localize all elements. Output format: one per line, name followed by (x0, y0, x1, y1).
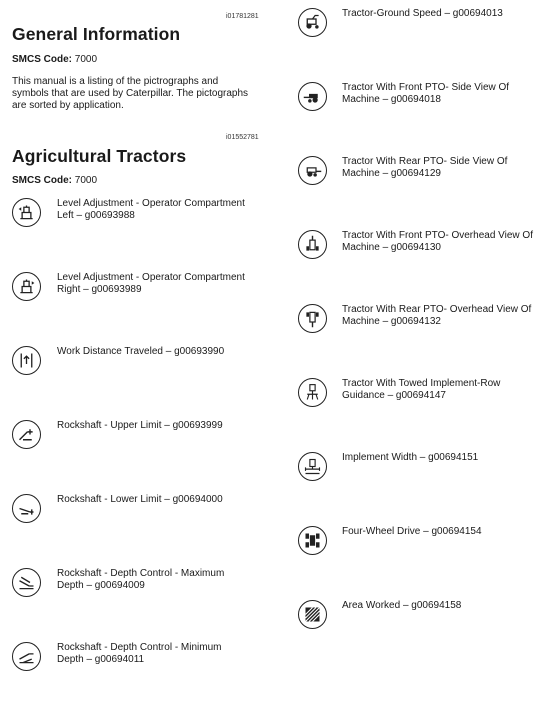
rockshaft-upper-icon (12, 420, 41, 449)
general-smcs-value: 7000 (74, 54, 98, 65)
entry-label: Level Adjustment - Operator Compartment Left – g00693988 (57, 198, 245, 221)
agri-smcs-label: SMCS Code: (12, 175, 72, 186)
entry-label: Tractor With Rear PTO- Side View Of Machine – g00694129 (342, 156, 508, 179)
list-item (298, 600, 461, 629)
entry-label: Rockshaft - Depth Control - Minimum Depth – g00694011 (57, 642, 222, 665)
list-item (12, 346, 224, 375)
general-smcs-label: SMCS Code: (12, 54, 72, 65)
list-item (12, 272, 245, 301)
entry-label: Implement Width – g00694151 (342, 452, 479, 463)
list-item (298, 230, 533, 259)
general-title: General Information (12, 24, 181, 44)
towed-implement-icon (298, 378, 327, 407)
list-item (298, 304, 531, 333)
entry-label: Level Adjustment - Operator Compartment Right – g00693989 (57, 272, 245, 295)
general-ref-id: i01781281 (226, 13, 259, 20)
entry-label: Tractor With Front PTO- Side View Of Machine – g00694018 (342, 82, 510, 105)
level-adjust-right-icon (12, 272, 41, 301)
list-item (12, 420, 223, 449)
agri-smcs-value: 7000 (74, 175, 98, 186)
entry-label: Tractor-Ground Speed – g00694013 (342, 8, 503, 19)
list-item (12, 494, 223, 523)
list-item (298, 156, 507, 185)
list-item (298, 8, 503, 37)
list-item (298, 82, 509, 111)
agri-title: Agricultural Tractors (12, 146, 187, 166)
work-distance-icon (12, 346, 41, 375)
area-worked-icon (298, 600, 327, 629)
agri-ref-id: i01552781 (226, 134, 259, 141)
agri-smcs (12, 175, 97, 186)
general-smcs (12, 54, 97, 65)
rockshaft-lower-icon (12, 494, 41, 523)
entry-label: Rockshaft - Upper Limit – g00693999 (57, 420, 223, 431)
list-item (12, 642, 222, 671)
rockshaft-depth-max-icon (12, 568, 41, 597)
front-pto-side-icon (298, 82, 327, 111)
tractor-ground-speed-icon (298, 8, 327, 37)
implement-width-icon (298, 452, 327, 481)
front-pto-overhead-icon (298, 230, 327, 259)
entry-label: Four-Wheel Drive – g00694154 (342, 526, 482, 537)
rear-pto-side-icon (298, 156, 327, 185)
entry-label: Tractor With Front PTO- Overhead View Of Machine – g00694130 (342, 230, 533, 253)
rockshaft-depth-min-icon (12, 642, 41, 671)
list-item (298, 452, 478, 481)
entry-label: Rockshaft - Lower Limit – g00694000 (57, 494, 223, 505)
list-item (12, 568, 224, 597)
entry-label: Tractor With Towed Implement-Row Guidance – g00694147 (342, 378, 501, 401)
rear-pto-overhead-icon (298, 304, 327, 333)
list-item (298, 378, 500, 407)
general-description: This manual is a listing of the pictrographs and symbols that are used by Caterpillar. The pictographs are sorted by application. (12, 76, 249, 111)
list-item (12, 198, 245, 227)
entry-label: Rockshaft - Depth Control - Maximum Depth – g00694009 (57, 568, 225, 591)
level-adjust-left-icon (12, 198, 41, 227)
list-item (298, 526, 482, 555)
entry-label: Work Distance Traveled – g00693990 (57, 346, 225, 357)
entry-label: Tractor With Rear PTO- Overhead View Of Machine – g00694132 (342, 304, 532, 327)
four-wheel-drive-icon (298, 526, 327, 555)
entry-label: Area Worked – g00694158 (342, 600, 462, 611)
